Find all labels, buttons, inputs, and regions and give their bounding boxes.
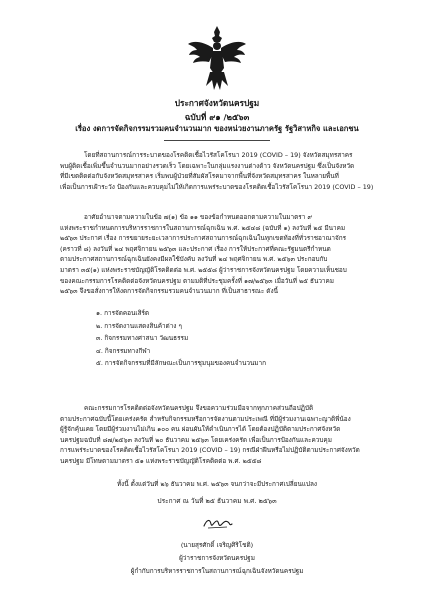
paragraph-line: ตามประกาศฉบับนี้โดยเคร่งครัด สำหรับกิจกรรมหรือการจัดงานตามประเพณี ที่มีผู้ร่วมงานเฉพาะญาติพี่น้อง [60,414,351,423]
list-item: ๑. การจัดคอนเสิร์ต [96,309,150,317]
announcement-number: ฉบับที่ ๙๑ /๒๕๖๓ [184,112,250,122]
signatory-name: (นายสุรศักดิ์ เจริญศิริโชติ) [180,541,254,549]
list-item: ๓. กิจกรรมทางศาสนา วัฒนธรรม [96,334,189,343]
title-divider [164,140,270,141]
signatory-position: ผู้ว่าราชการจังหวัดนครปฐม [179,554,255,562]
paragraph-line: โดยที่สถานการณ์การระบาดของโรคติดเชื้อไวรัสโคโรนา 2019 (COVID – 19) จังหวัดสมุทรสาคร [84,151,353,159]
paragraph-line: ผู้รู้จักคุ้นเคย โดยมีผู้ร่วมงานไม่เกิน ๑๐๐ คน ผ่อนผันให้ดำเนินการได้ โดยต้องปฏิบัติตามประกาศจังหวัด [60,425,341,434]
handwritten-signature-icon [202,515,234,531]
paragraph-line: นครปฐมฉบับที่ ๘๗/๒๕๖๓ ลงวันที่ ๒๐ ธันวาคม ๒๕๖๓ โดยเคร่งครัด เพื่อเป็นการป้องกันและควบคุม [60,435,332,444]
paragraph-line: อาศัยอำนาจตามความในข้อ ๗(๑) ข้อ ๑๑ ของข้อกำหนดออกตามความในมาตรา ๙ [84,213,313,221]
paragraph-line: เพื่อเป็นการเฝ้าระวัง ป้องกันและควบคุมไม่ให้เกิดการแพร่ระบาดของโรคติดเชื้อไวรัสโคโรนา 2019 (COVID – 19) [60,182,374,191]
paragraph-cooperation [60,403,378,467]
paragraph-line: ตามประกาศสถานการณ์ฉุกเฉินยังคงมีผลใช้บังคับ ลงวันที่ ๒๔ พฤศจิกายน พ.ศ. ๒๕๖๓ ประกอบกับ [60,255,328,264]
paragraph-line: การแพร่ระบาดของโรคติดเชื้อไวรัสโคโรนา 2019 (COVID – 19) กรณีฝ่าฝืนหรือไม่ปฏิบัติตามประกาศจังหวัด [60,446,360,455]
paragraph-line: นครปฐม มีโทษตามมาตรา ๕๑ แห่งพระราชบัญญัติโรคติดต่อ พ.ศ. ๒๕๕๘ [60,456,262,465]
paragraph-legal-basis [60,212,378,297]
announcement-date: ประกาศ ณ วันที่ ๒๕ ธันวาคม พ.ศ. ๒๕๖๓ [157,497,277,505]
paragraph-line: มาตรา ๓๕(๑) แห่งพระราชบัญญัติโรคติดต่อ พ.ศ. ๒๕๕๘ ผู้ว่าราชการจังหวัดนครปฐม โดยความเห็นชอบ [60,265,347,274]
list-item: ๔. กิจกรรมทางกีฬา [96,346,151,355]
paragraph-line: ๒๕๖๓ ประกาศ เรื่อง การขยายระยะเวลาการประกาศสถานการณ์ฉุกเฉินในทุกเขตท้องที่ทั่วราชอาณาจักร [60,234,347,243]
effective-date: ทั้งนี้ ตั้งแต่วันที่ ๒๖ ธันวาคม พ.ศ. ๒๕๖๓ จนกว่าจะมีประกาศเปลี่ยนแปลง [116,480,318,488]
paragraph-line: คณะกรรมการโรคติดต่อจังหวัดนครปฐม จึงขอความร่วมมือจากทุกภาคส่วนถือปฏิบัติ [84,404,314,412]
announcement-subject: เรื่อง งดการจัดกิจกรรมรวมคนจำนวนมาก ของหน่วยงานภาครัฐ รัฐวิสาหกิจ และเอกชน [75,124,359,133]
paragraph-line: ของคณะกรรมการโรคติดต่อจังหวัดนครปฐม ตามมติที่ประชุมครั้งที่ ๑๗/๒๕๖๓ เมื่อวันที่ ๒๕ ธันวาคม [60,276,334,285]
paragraph-background [60,150,378,192]
garuda-emblem-icon [186,24,248,94]
signatory-emergency-role: ผู้กำกับการบริหารราชการในสถานการณ์ฉุกเฉินจังหวัดนครปฐม [130,567,304,575]
paragraph-line: ที่มีเขตติดต่อกับจังหวัดสมุทรสาคร เริ่มพบผู้ป่วยที่สัมผัสโรคมาจากพื้นที่จังหวัดสมุทรสาคร ในหลายพื้นที่ [60,172,339,181]
paragraph-line: แห่งพระราชกำหนดการบริหารราชการในสถานการณ์ฉุกเฉิน พ.ศ. ๒๕๔๘ (ฉบับที่ ๑) ลงวันที่ ๒๕ มีนาคม [60,223,346,232]
activity-list [96,307,266,370]
paragraph-line: (คราวที่ ๘) ลงวันที่ ๒๔ พฤศจิกายน ๒๕๖๓ และประกาศ เรื่อง การให้ประกาศที่คณะรัฐมนตรีกำหนด [60,244,331,253]
list-item: ๒. การจัดงานแสดงสินค้าต่าง ๆ [96,321,182,330]
paragraph-line: พบผู้ติดเชื้อเพิ่มขึ้นจำนวนมากอย่างรวดเร็ว โดยเฉพาะในกลุ่มแรงงานต่างด้าว จังหวัดนครปฐม ซึ่งเป็นจังหวัด [60,161,355,170]
list-item: ๕. การจัดกิจกรรมที่มีลักษณะเป็นการชุมนุมของคนจำนวนมาก [96,359,266,368]
issuing-organization: ประกาศจังหวัดนครปฐม [174,98,260,108]
paragraph-line: ๒๕๖๓ จึงขอสั่งการให้งดการจัดกิจกรรมรวมคนจำนวนมาก ที่เป็นสาธารณะ ดังนี้ [60,287,278,296]
